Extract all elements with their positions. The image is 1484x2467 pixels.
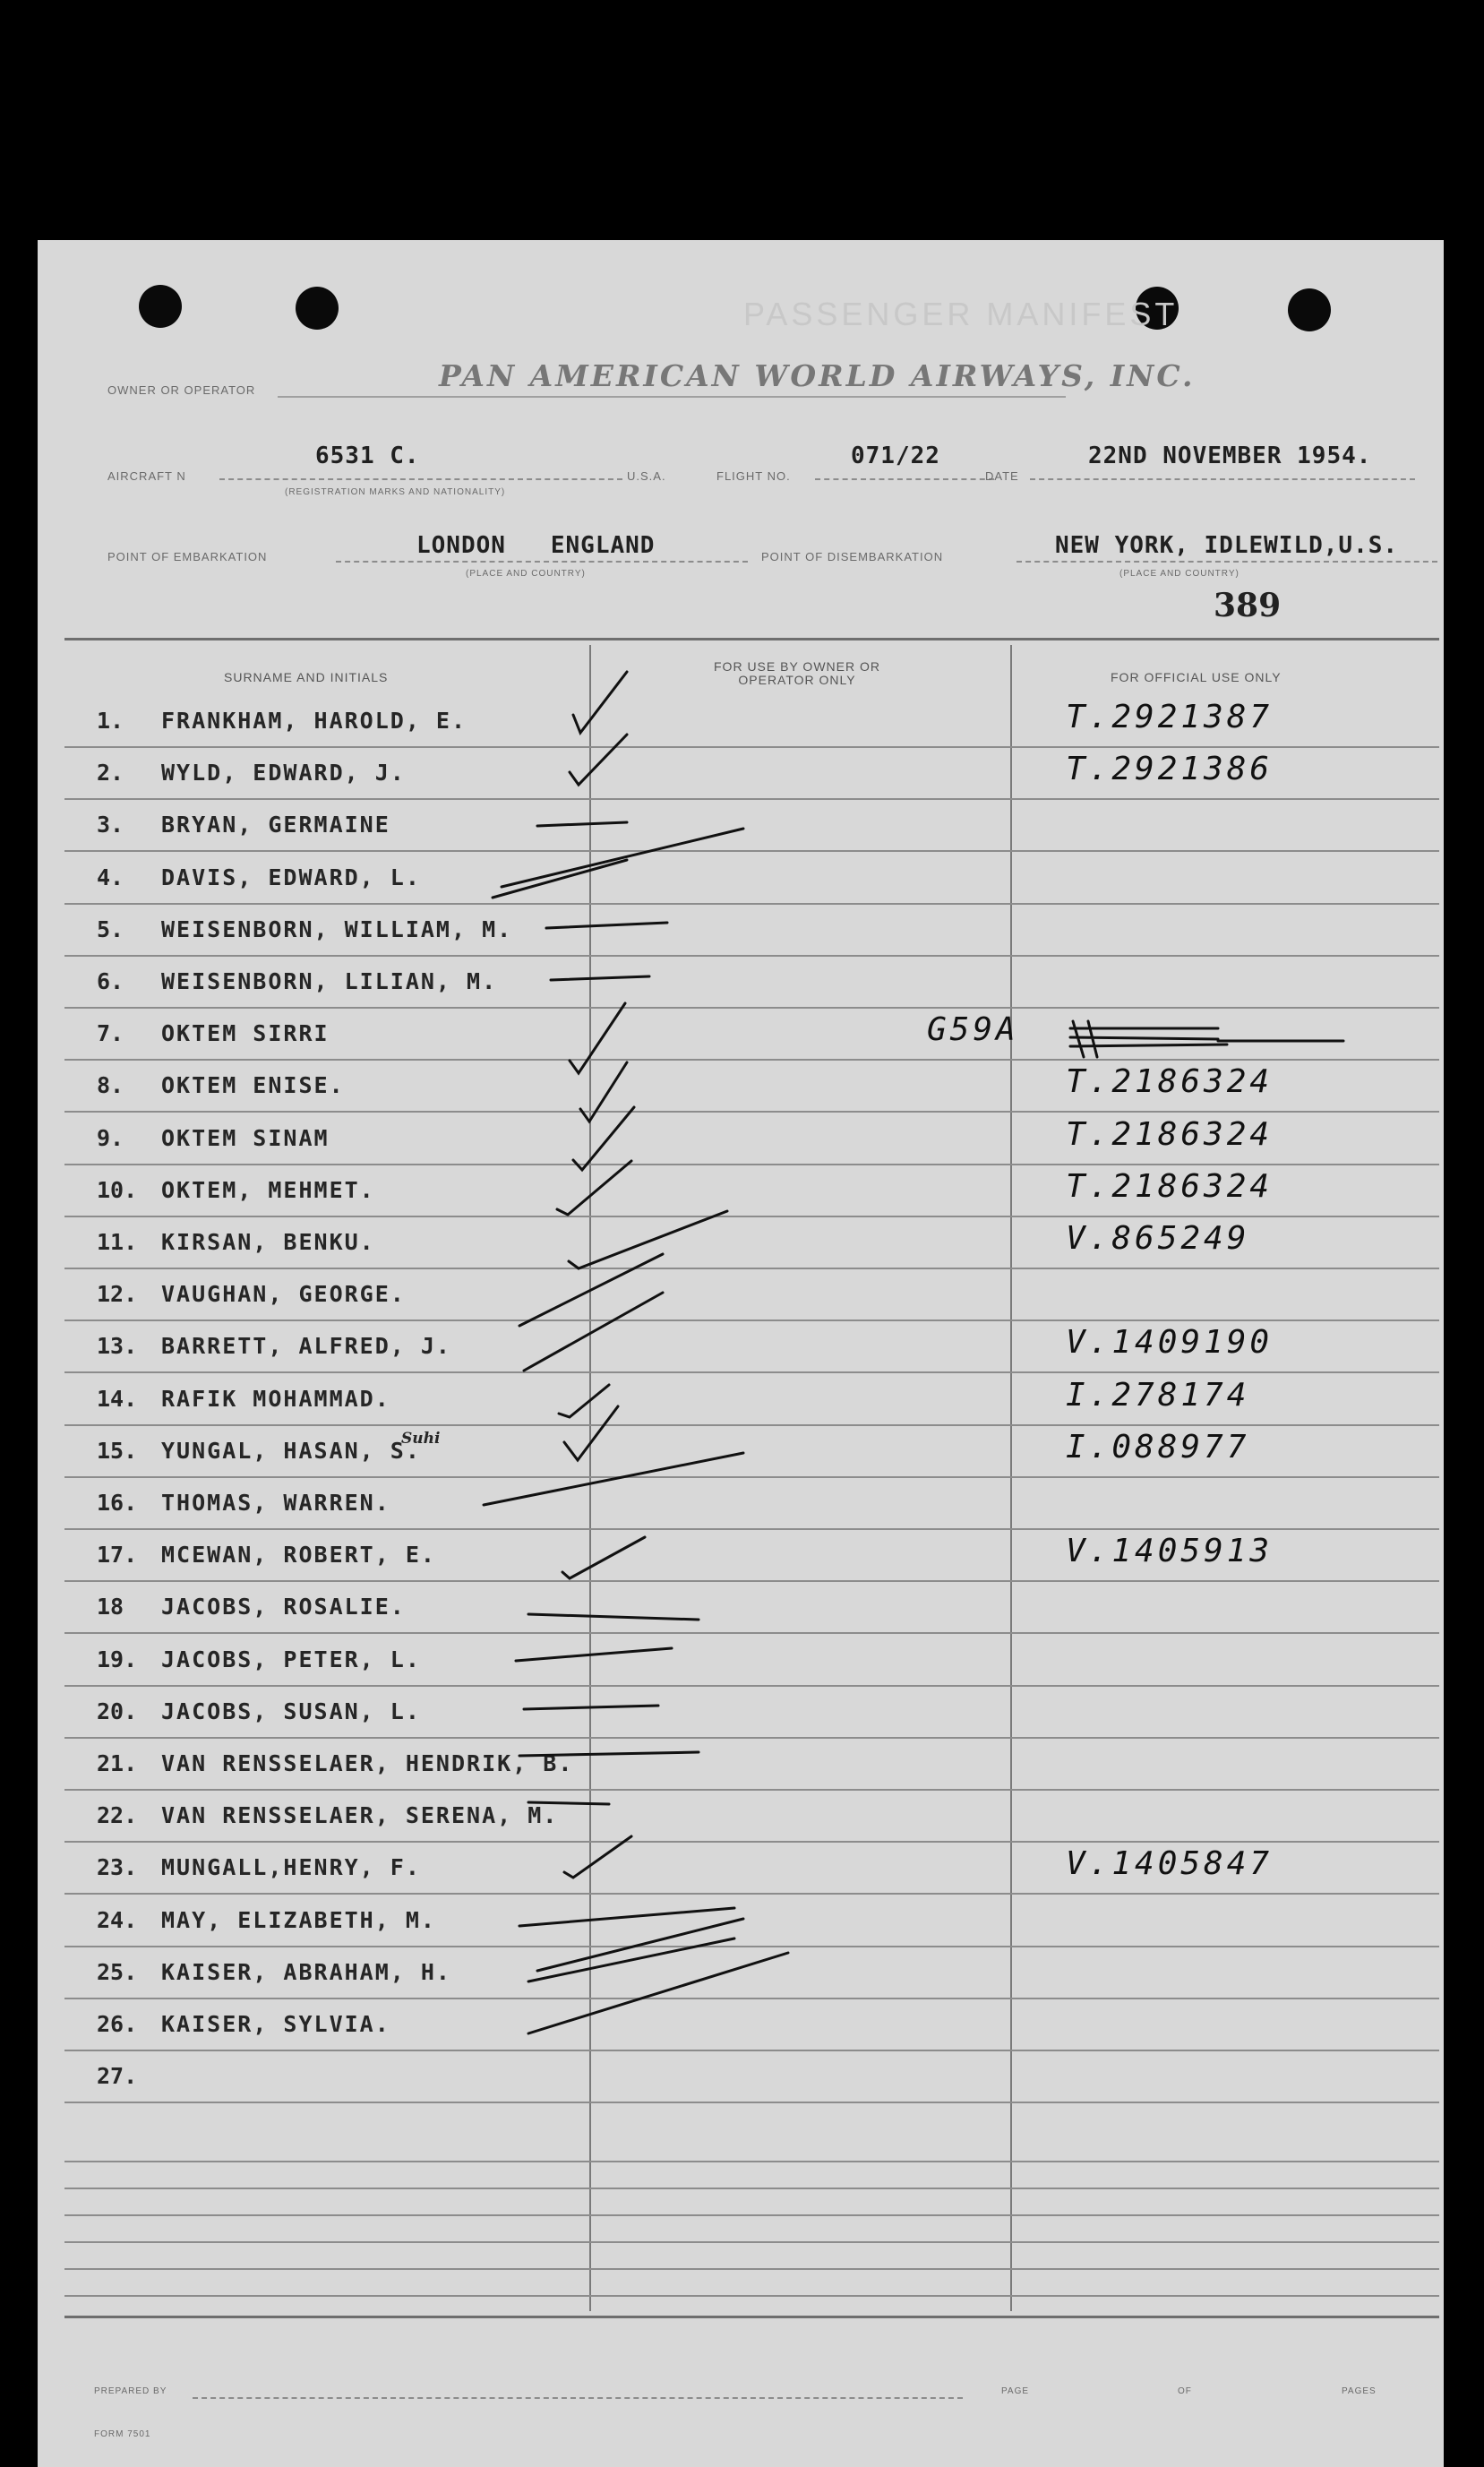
handwritten-note: Suhi xyxy=(401,1430,441,1448)
row-number: 8. xyxy=(97,1072,124,1099)
strike-row-25 xyxy=(528,1938,734,1981)
passenger-name: KAISER, ABRAHAM, H. xyxy=(161,1958,451,1985)
passenger-name: JACOBS, SUSAN, L. xyxy=(161,1698,421,1724)
official-entry: T.2921387 xyxy=(1066,699,1274,735)
date-label: DATE xyxy=(985,469,1019,483)
check-mark-row-11 xyxy=(569,1211,727,1268)
row-number: 24. xyxy=(97,1906,138,1933)
passenger-name: WYLD, EDWARD, J. xyxy=(161,760,406,787)
strike-row-16 xyxy=(484,1453,743,1505)
date-value: 22ND NOVEMBER 1954. xyxy=(1088,443,1372,469)
strike-row-20 xyxy=(524,1706,658,1709)
official-entry: V.865249 xyxy=(1066,1220,1250,1257)
row-number: 10. xyxy=(97,1176,138,1203)
passenger-name: RAFIK MOHAMMAD. xyxy=(161,1385,390,1412)
col-header-name: SURNAME AND INITIALS xyxy=(224,670,389,684)
check-mark-row-10 xyxy=(557,1161,631,1215)
passenger-name: KAISER, SYLVIA. xyxy=(161,2011,390,2037)
check-mark-row-2 xyxy=(570,735,627,785)
passenger-name: YUNGAL, HASAN, S. xyxy=(161,1437,421,1464)
check-mark-row-8 xyxy=(580,1062,627,1122)
strike-row-6 xyxy=(551,976,649,980)
strike-row-3b xyxy=(502,829,743,887)
of-label: OF xyxy=(1178,2386,1192,2396)
passenger-name: MAY, ELIZABETH, M. xyxy=(161,1906,436,1933)
row-number: 19. xyxy=(97,1646,138,1672)
disembark-value: NEW YORK, IDLEWILD,U.S. xyxy=(1055,532,1399,559)
row-number: 27. xyxy=(97,2063,138,2090)
strike-row-5 xyxy=(546,923,667,928)
form-code: FORM 7501 xyxy=(94,2429,151,2439)
official-entry: G59A xyxy=(927,1011,1019,1049)
passenger-name: KIRSAN, BENKU. xyxy=(161,1229,375,1255)
strike-row-4 xyxy=(493,860,627,898)
check-mark-row-1 xyxy=(573,672,627,733)
row-number: 3. xyxy=(97,812,124,838)
row-number: 14. xyxy=(97,1385,138,1412)
strike-row-21 xyxy=(519,1752,699,1756)
check-mark-row-7 xyxy=(570,1003,625,1073)
check-mark-row-17 xyxy=(562,1537,645,1578)
passenger-name: WEISENBORN, LILIAN, M. xyxy=(161,968,498,994)
passenger-name: DAVIS, EDWARD, L. xyxy=(161,864,421,890)
disembark-label: POINT OF DISEMBARKATION xyxy=(761,550,944,563)
row-number: 20. xyxy=(97,1698,138,1724)
row-number: 25. xyxy=(97,1958,138,1985)
flight-label: FLIGHT NO. xyxy=(716,469,791,483)
row-number: 15. xyxy=(97,1437,138,1464)
place-note: (PLACE AND COUNTRY) xyxy=(466,569,586,579)
row-number: 21. xyxy=(97,1750,138,1776)
form-title: PASSENGER MANIFEST xyxy=(743,296,1179,332)
check-mark-row-9 xyxy=(573,1107,634,1170)
official-entry: I.088977 xyxy=(1066,1428,1250,1466)
row-number: 4. xyxy=(97,864,124,890)
check-mark-row-14 xyxy=(559,1385,609,1417)
registration-note: (REGISTRATION MARKS AND NATIONALITY) xyxy=(285,487,506,497)
passenger-name: WEISENBORN, WILLIAM, M. xyxy=(161,915,513,942)
flight-value: 071/22 xyxy=(851,443,940,469)
row-number: 1. xyxy=(97,708,124,734)
row-number: 16. xyxy=(97,1490,138,1516)
row-number: 26. xyxy=(97,2011,138,2037)
passenger-name: BRYAN, GERMAINE xyxy=(161,812,390,838)
passenger-name: JACOBS, PETER, L. xyxy=(161,1646,421,1672)
official-entry: V.1409190 xyxy=(1066,1324,1274,1362)
owner-label: OWNER OR OPERATOR xyxy=(107,383,256,397)
row-number: 7. xyxy=(97,1020,124,1047)
passenger-name: BARRETT, ALFRED, J. xyxy=(161,1333,451,1360)
embark-value: LONDON ENGLAND xyxy=(416,532,656,559)
strike-row-19 xyxy=(516,1648,672,1661)
row-number: 11. xyxy=(97,1229,138,1255)
col-header-official: FOR OFFICIAL USE ONLY xyxy=(1111,670,1282,684)
row-number: 12. xyxy=(97,1281,138,1308)
aircraft-value: 6531 C. xyxy=(315,443,420,469)
handwritten-number: 389 xyxy=(1214,587,1282,624)
prepared-label: PREPARED BY xyxy=(94,2386,167,2396)
row-number: 2. xyxy=(97,760,124,787)
row-number: 17. xyxy=(97,1542,138,1569)
airline-name: PAN AMERICAN WORLD AIRWAYS, INC. xyxy=(439,358,1196,393)
row-number: 18 xyxy=(97,1594,124,1620)
page-label: PAGE xyxy=(1001,2386,1030,2396)
passenger-name: VAN RENSSELAER, SERENA, M. xyxy=(161,1802,559,1829)
passenger-name: MUNGALL,HENRY, F. xyxy=(161,1854,421,1881)
passenger-name: MCEWAN, ROBERT, E. xyxy=(161,1542,436,1569)
check-mark-row-23 xyxy=(564,1836,631,1878)
official-entry: V.1405913 xyxy=(1066,1533,1274,1570)
official-entry: T.2921386 xyxy=(1066,751,1274,788)
official-entry: T.2186324 xyxy=(1066,1063,1274,1101)
row-number: 23. xyxy=(97,1854,138,1881)
official-entry: T.2186324 xyxy=(1066,1115,1274,1153)
place-note-2: (PLACE AND COUNTRY) xyxy=(1119,569,1240,579)
passenger-name: FRANKHAM, HAROLD, E. xyxy=(161,708,468,734)
passenger-name: JACOBS, ROSALIE. xyxy=(161,1594,406,1620)
usa-label: U.S.A. xyxy=(627,469,666,483)
passenger-name: OKTEM, MEHMET. xyxy=(161,1176,375,1203)
passenger-name: VAUGHAN, GEORGE. xyxy=(161,1281,406,1308)
strike-row-24b xyxy=(537,1919,743,1971)
row-number: 13. xyxy=(97,1333,138,1360)
passenger-name: OKTEM SIRRI xyxy=(161,1020,330,1047)
official-entry: V.1405847 xyxy=(1066,1845,1274,1883)
official-entry: I.278174 xyxy=(1066,1376,1250,1414)
official-entry: T.2186324 xyxy=(1066,1167,1274,1205)
strike-row-18 xyxy=(528,1614,699,1620)
row-number: 5. xyxy=(97,915,124,942)
strike-row-3 xyxy=(537,822,627,826)
col-header-owner: FOR USE BY OWNER OR OPERATOR ONLY xyxy=(714,659,880,687)
pages-label: PAGES xyxy=(1342,2386,1377,2396)
strike-row-24a xyxy=(519,1908,734,1926)
embark-label: POINT OF EMBARKATION xyxy=(107,550,268,563)
row-number: 9. xyxy=(97,1124,124,1151)
passenger-name: VAN RENSSELAER, HENDRIK, B. xyxy=(161,1750,574,1776)
passenger-name: OKTEM SINAM xyxy=(161,1124,330,1151)
strike-row-22 xyxy=(528,1802,609,1804)
row-number: 6. xyxy=(97,968,124,994)
passenger-name: OKTEM ENISE. xyxy=(161,1072,345,1099)
passenger-name: THOMAS, WARREN. xyxy=(161,1490,390,1516)
row-number: 22. xyxy=(97,1802,138,1829)
strike-row-13 xyxy=(524,1293,663,1371)
scribble-official-row-7 xyxy=(1070,1021,1227,1057)
strike-row-26 xyxy=(528,1953,788,2033)
aircraft-label: AIRCRAFT N xyxy=(107,469,186,483)
